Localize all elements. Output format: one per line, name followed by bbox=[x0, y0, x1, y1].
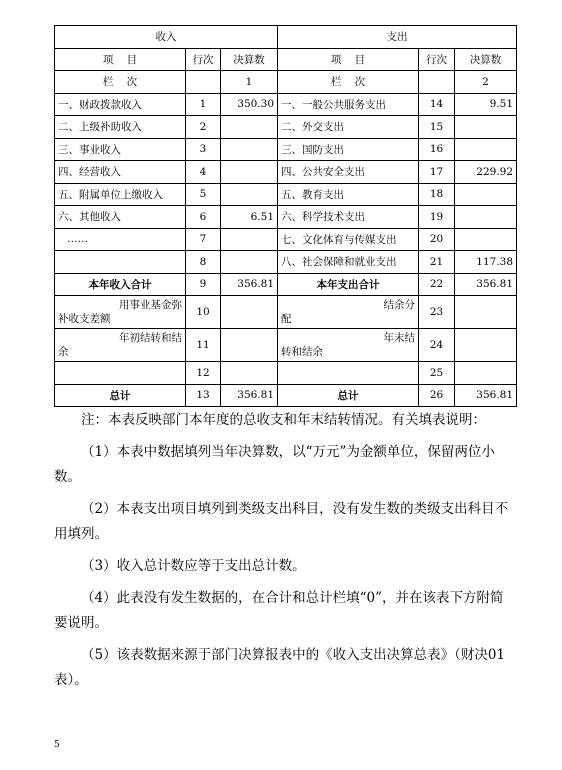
income-line: 8 bbox=[186, 251, 221, 274]
expense-item: 五、教育支出 bbox=[278, 183, 419, 206]
expense-item: 二、外交支出 bbox=[278, 116, 419, 139]
income-item: 二、上级补助收入 bbox=[55, 116, 186, 139]
expense-item: 六、科学技术支出 bbox=[278, 206, 419, 229]
expense-amount bbox=[455, 138, 517, 161]
income-item-col-header: 项 目 bbox=[55, 48, 186, 71]
expense-grand-total-amount: 356.81 bbox=[455, 384, 517, 407]
expense-amount: 229.92 bbox=[455, 161, 517, 184]
income-line: 6 bbox=[186, 206, 221, 229]
expense-line: 17 bbox=[419, 161, 455, 184]
expense-line: 26 bbox=[419, 384, 455, 407]
income-lanci-label: 栏 次 bbox=[55, 71, 186, 94]
income-grand-total-amount: 356.81 bbox=[221, 384, 278, 407]
expense-item: 一、一般公共服务支出 bbox=[278, 93, 419, 116]
expense-item bbox=[278, 362, 419, 385]
income-item-line2: 补收支差额 bbox=[58, 313, 111, 325]
grand-total-row bbox=[55, 384, 517, 407]
note-item: （2）本表支出项目填列到类级支出科目，没有发生数的类级支出科目不用填列。 bbox=[54, 501, 509, 542]
income-item: …… bbox=[55, 228, 186, 251]
expense-lanci-line bbox=[419, 71, 455, 94]
income-item bbox=[55, 251, 186, 274]
expense-item-line1: 结余分 bbox=[383, 299, 416, 311]
expense-item-line2: 转和结余 bbox=[281, 346, 324, 358]
expense-line: 22 bbox=[419, 273, 455, 296]
column-number-row bbox=[55, 71, 517, 94]
expense-col-no: 2 bbox=[455, 71, 517, 94]
expense-line: 15 bbox=[419, 116, 455, 139]
income-amount bbox=[221, 228, 278, 251]
income-line: 10 bbox=[186, 296, 221, 329]
table-header-row bbox=[55, 26, 517, 49]
income-line: 1 bbox=[186, 93, 221, 116]
table-row bbox=[55, 116, 517, 139]
income-lanci-line bbox=[186, 71, 221, 94]
expense-grand-total-label: 总计 bbox=[278, 384, 419, 407]
income-item: 四、经营收入 bbox=[55, 161, 186, 184]
income-line-col-header: 行次 bbox=[186, 48, 221, 71]
expense-header: 支出 bbox=[278, 26, 517, 49]
income-item: 六、其他收入 bbox=[55, 206, 186, 229]
income-amount-col-header: 决算数 bbox=[221, 48, 278, 71]
expense-line: 25 bbox=[419, 362, 455, 385]
income-item-line1: 用事业基金弥 bbox=[119, 299, 182, 311]
table-row bbox=[55, 228, 517, 251]
note-item: （1）本表中数据填列当年决算数，以“万元”为金额单位，保留两位小数。 bbox=[54, 444, 495, 485]
page-number: 5 bbox=[54, 740, 60, 750]
income-line: 9 bbox=[186, 273, 221, 296]
expense-amount bbox=[455, 296, 517, 329]
expense-amount bbox=[455, 329, 517, 362]
income-line: 7 bbox=[186, 228, 221, 251]
column-header-row bbox=[55, 48, 517, 71]
income-line: 5 bbox=[186, 183, 221, 206]
expense-amount-col-header: 决算数 bbox=[455, 48, 517, 71]
expense-item-col-header: 项 目 bbox=[278, 48, 419, 71]
income-amount: 350.30 bbox=[221, 93, 278, 116]
expense-item: 八、社会保障和就业支出 bbox=[278, 251, 419, 274]
income-amount bbox=[221, 296, 278, 329]
expense-line: 24 bbox=[419, 329, 455, 362]
expense-line: 23 bbox=[419, 296, 455, 329]
note-item: （3）收入总计数应等于支出总计数。 bbox=[81, 558, 306, 574]
income-grand-total-label: 总计 bbox=[55, 384, 186, 407]
income-line: 3 bbox=[186, 138, 221, 161]
income-amount bbox=[221, 251, 278, 274]
expense-line: 16 bbox=[419, 138, 455, 161]
expense-line: 19 bbox=[419, 206, 455, 229]
table-row bbox=[55, 138, 517, 161]
income-amount: 6.51 bbox=[221, 206, 278, 229]
expense-item-line1: 年末结 bbox=[383, 332, 416, 344]
expense-line: 14 bbox=[419, 93, 455, 116]
expense-amount bbox=[455, 228, 517, 251]
income-item: 三、事业收入 bbox=[55, 138, 186, 161]
income-line: 13 bbox=[186, 384, 221, 407]
note-item: （5）该表数据来源于部门决算报表中的《收入支出决算总表》（财决01表）。 bbox=[54, 647, 506, 688]
table-row bbox=[55, 93, 517, 116]
total-year-row bbox=[55, 273, 517, 296]
expense-amount bbox=[455, 362, 517, 385]
income-line: 2 bbox=[186, 116, 221, 139]
expense-item: 四、公共安全支出 bbox=[278, 161, 419, 184]
table-row bbox=[55, 206, 517, 229]
income-amount bbox=[221, 183, 278, 206]
expense-line: 21 bbox=[419, 251, 455, 274]
income-header: 收入 bbox=[55, 26, 278, 49]
income-expense-table bbox=[54, 25, 517, 407]
table-row bbox=[55, 329, 517, 362]
expense-item: 三、国防支出 bbox=[278, 138, 419, 161]
table-row bbox=[55, 362, 517, 385]
table-row bbox=[55, 251, 517, 274]
expense-total-label: 本年支出合计 bbox=[278, 273, 419, 296]
income-item-line1: 年初结转和结 bbox=[119, 332, 182, 344]
expense-item bbox=[278, 329, 419, 362]
expense-amount bbox=[455, 116, 517, 139]
expense-amount bbox=[455, 206, 517, 229]
expense-amount: 117.38 bbox=[455, 251, 517, 274]
expense-line: 18 bbox=[419, 183, 455, 206]
table-row bbox=[55, 296, 517, 329]
expense-amount bbox=[455, 183, 517, 206]
income-amount bbox=[221, 329, 278, 362]
income-total-label: 本年收入合计 bbox=[55, 273, 186, 296]
income-amount bbox=[221, 138, 278, 161]
income-item: 五、附属单位上缴收入 bbox=[55, 183, 186, 206]
income-item bbox=[55, 296, 186, 329]
income-line: 4 bbox=[186, 161, 221, 184]
income-line: 11 bbox=[186, 329, 221, 362]
expense-line: 20 bbox=[419, 228, 455, 251]
expense-item bbox=[278, 296, 419, 329]
income-amount bbox=[221, 161, 278, 184]
expense-total-amount: 356.81 bbox=[455, 273, 517, 296]
expense-item-line2: 配 bbox=[281, 313, 292, 325]
expense-item: 七、文化体育与传媒支出 bbox=[278, 228, 419, 251]
income-amount bbox=[221, 116, 278, 139]
income-item bbox=[55, 362, 186, 385]
note-intro: 注：本表反映部门本年度的总收支和年末结转情况。有关填表说明： bbox=[81, 412, 486, 428]
income-item bbox=[55, 329, 186, 362]
income-col-no: 1 bbox=[221, 71, 278, 94]
expense-amount: 9.51 bbox=[455, 93, 517, 116]
note-item: （4）此表没有发生数据的，在合计和总计栏填“0”，并在该表下方附简要说明。 bbox=[54, 590, 504, 631]
expense-lanci-label: 栏 次 bbox=[278, 71, 419, 94]
income-line: 12 bbox=[186, 362, 221, 385]
income-total-amount: 356.81 bbox=[221, 273, 278, 296]
expense-line-col-header: 行次 bbox=[419, 48, 455, 71]
income-amount bbox=[221, 362, 278, 385]
income-item: 一、财政拨款收入 bbox=[55, 93, 186, 116]
table-row bbox=[55, 183, 517, 206]
income-item-line2: 余 bbox=[58, 346, 69, 358]
table-row bbox=[55, 161, 517, 184]
notes-section bbox=[54, 408, 516, 700]
